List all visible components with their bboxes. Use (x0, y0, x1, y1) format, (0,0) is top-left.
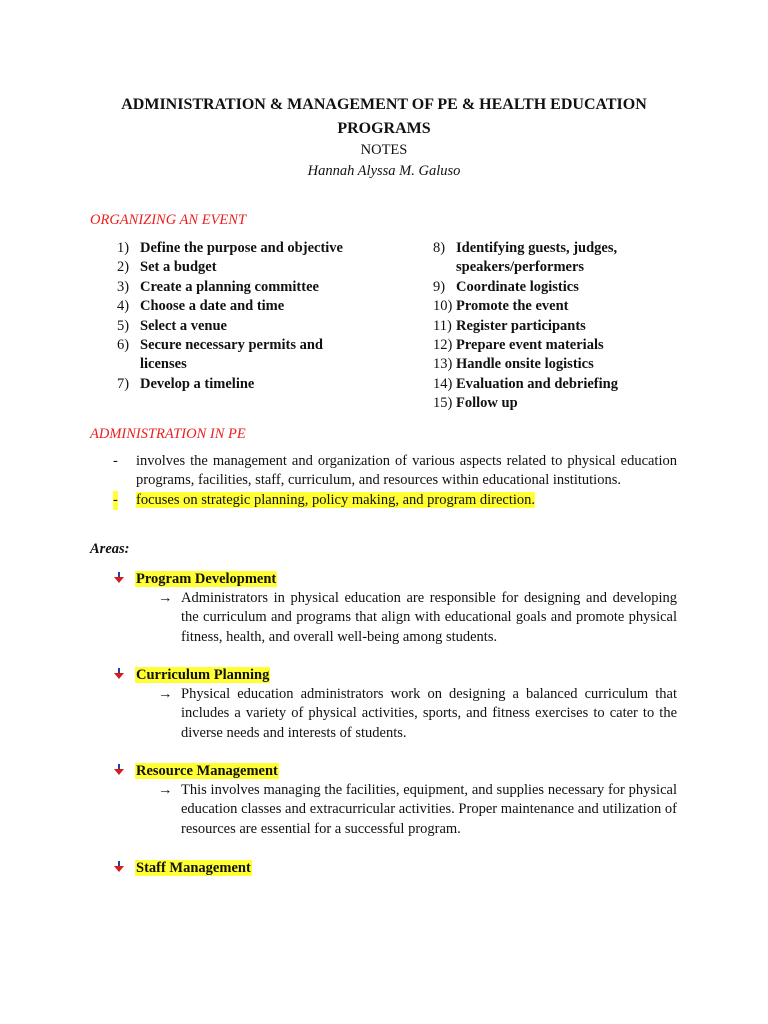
list-item: 7) Develop a timeline (117, 375, 255, 392)
event-steps-list-right (433, 239, 693, 414)
list-item (113, 491, 677, 510)
dash-bullet: - (113, 491, 118, 510)
area-body-text: This involves managing the facilities, equipment, and supplies necessary for physical education classes and extracurricular activities. Proper maintenance and utilization of resources are essential for a successful program. (181, 782, 677, 837)
list-item: 5) Select a venue (117, 317, 227, 334)
area-heading-curriculum-planning (113, 666, 270, 685)
list-item: 6) Secure necessary permits and licenses (117, 337, 323, 373)
author-name: Hannah Alyssa M. Galuso (307, 163, 461, 179)
list-item: 4) Choose a date and time (117, 298, 285, 315)
administration-bullets (113, 452, 677, 510)
right-arrow-icon: → (158, 590, 173, 606)
document-title (60, 93, 708, 141)
area-description (158, 589, 677, 647)
area-body-text: Physical education administrators work on designing a balanced curriculum that includes a variety of physical activities, sports, and fitness exercises to cater to the diverse needs and interests of students. (181, 686, 677, 741)
list-item: 15) Follow up (433, 395, 518, 412)
areas-label: Areas: (90, 541, 130, 557)
list-item: 3) Create a planning committee (117, 278, 319, 295)
area-description (158, 685, 677, 743)
area-body-text: Administrators in physical education are responsible for designing and developing the curriculum and programs that align with educational goals and promote physical fitness, health, and overall well-being among students. (181, 590, 677, 645)
dash-bullet: - (113, 453, 118, 469)
section-heading-administration: ADMINISTRATION IN PE (90, 426, 246, 442)
area-title: Resource Management (136, 763, 278, 779)
bullet-text-highlighted: focuses on strategic planning, policy making, and program direction. (136, 491, 536, 508)
area-description (158, 781, 677, 839)
list-item: 9) Coordinate logistics (433, 278, 579, 295)
arrow-down-bullet-icon (113, 572, 125, 584)
arrow-down-bullet-icon (113, 764, 125, 776)
area-title: Program Development (136, 571, 277, 587)
list-item (113, 452, 677, 491)
list-item: 14) Evaluation and debriefing (433, 375, 618, 392)
area-heading-resource-management (113, 762, 279, 781)
list-item: 10) Promote the event (433, 298, 569, 315)
list-item: 2) Set a budget (117, 259, 217, 276)
arrow-down-bullet-icon (113, 861, 125, 873)
list-item: 1) Define the purpose and objective (117, 240, 343, 256)
area-title: Staff Management (136, 860, 251, 876)
arrow-down-bullet-icon (113, 668, 125, 680)
right-arrow-icon: → (158, 782, 173, 798)
list-item: 8) Identifying guests, judges, speakers/performers (433, 240, 618, 276)
area-heading-staff-management (113, 859, 252, 878)
list-item: 11) Register participants (433, 317, 586, 334)
section-heading-organizing: ORGANIZING AN EVENT (90, 212, 247, 228)
title-line-1: ADMINISTRATION & MANAGEMENT OF PE & HEALTH EDUCATION (121, 96, 647, 113)
event-steps-list-left (117, 239, 387, 394)
bullet-text: involves the management and organization of various aspects related to physical education programs, facilities, staff, curriculum, and resources within educational institutions. (136, 453, 677, 489)
area-title: Curriculum Planning (136, 667, 270, 683)
area-heading-program-development (113, 570, 277, 589)
right-arrow-icon: → (158, 686, 173, 702)
subtitle: NOTES (360, 142, 408, 158)
title-line-2: PROGRAMS (337, 120, 431, 137)
list-item: 12) Prepare event materials (433, 337, 604, 354)
list-item: 13) Handle onsite logistics (433, 356, 594, 373)
